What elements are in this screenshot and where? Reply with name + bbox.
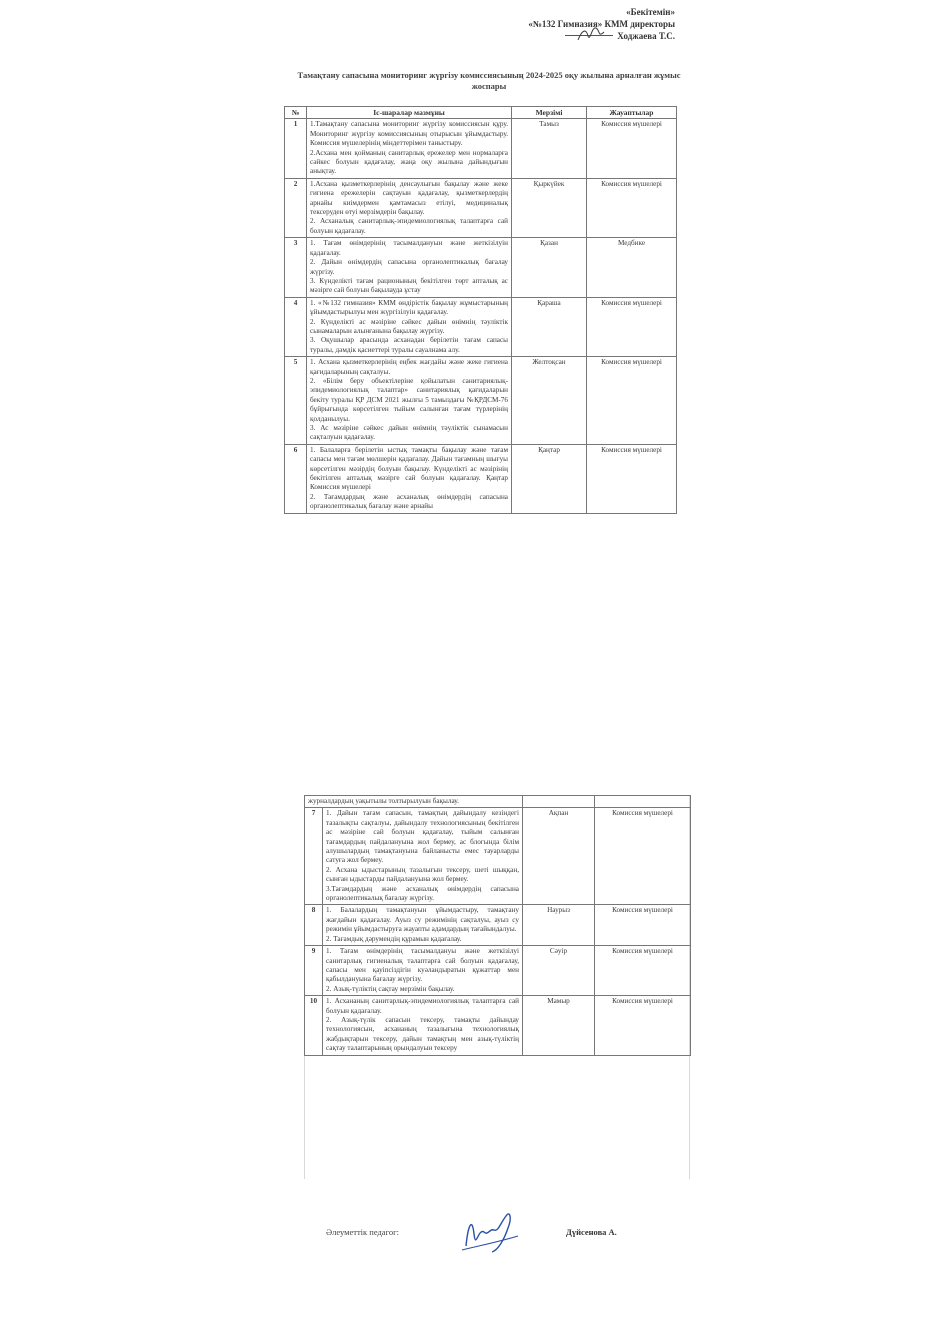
row-activity bbox=[307, 357, 512, 445]
footer-role: Әлеуметтік педагог: bbox=[326, 1227, 399, 1237]
row-number: 5 bbox=[285, 357, 307, 445]
activity-item: 3.Тағамдардың және асханалық өнімдердің сапасына органолептикалық бағалау жүргізу. bbox=[326, 884, 519, 903]
table-row bbox=[305, 996, 691, 1055]
activity-item: 1. Балалардың тамақтануын ұйымдастыру, тамақтану жағдайын қадағалау. Ауыз су режимінің сақталуы, ауыз су режимін ұйымдастыруға жауапты адамдардың тағайындалуы. bbox=[326, 906, 519, 934]
table-row bbox=[285, 444, 677, 513]
table-header-row bbox=[285, 107, 677, 119]
row-term: Қыркүйек bbox=[512, 178, 587, 237]
row-term: Тамыз bbox=[512, 119, 587, 178]
activity-item: 1. «№132 гимназия» КММ өндірістік бақылау жұмыстарының ұйымдастырылуы мен жүргізілуін қадағалау. bbox=[310, 298, 508, 317]
continuation-empty-responsible bbox=[595, 796, 691, 808]
plan-page-2 bbox=[304, 795, 690, 1179]
row-activity bbox=[307, 178, 512, 237]
row-responsible: Комиссия мүшелері bbox=[595, 808, 691, 905]
row-responsible: Комиссия мүшелері bbox=[587, 119, 677, 178]
continuation-empty-term bbox=[523, 796, 595, 808]
row-responsible: Комиссия мүшелері bbox=[595, 946, 691, 996]
activity-item: 1. Тағам өнімдерінің тасымалдануын және жеткізілуін қадағалау. bbox=[310, 239, 508, 257]
activity-item: 2. Асханалық санитарлық-эпидемиологиялық талаптарға сай болуын қадағалау. bbox=[310, 217, 508, 235]
activity-item: 2. Дайын өнімдердің сапасына органолептикалық бағалау жүргізу. bbox=[310, 258, 508, 276]
activity-item: 3. Оқушылар арасында асханадан берілетін тағам сапасы туралы, дәмдік қасиеттері туралы сауалнама алу. bbox=[310, 336, 508, 354]
table-row bbox=[285, 297, 677, 356]
header-activity: Іс-шаралар мазмұны bbox=[307, 107, 512, 119]
table-row bbox=[285, 238, 677, 297]
activity-item: 2. Асхана ыдыстарының тазалығын тексеру, шеті шыққан, сынған ыдыстарды пайдалануына жол бермеу. bbox=[326, 865, 519, 884]
plan-table-page-2 bbox=[304, 795, 691, 1056]
row-term: Мамыр bbox=[523, 996, 595, 1055]
row-responsible: Комиссия мүшелері bbox=[595, 996, 691, 1055]
row-number: 7 bbox=[305, 808, 323, 905]
row-term: Желтоқсан bbox=[512, 357, 587, 445]
row-responsible: Медбике bbox=[587, 238, 677, 297]
activity-item: 1. Асхана қызметкерлерінің еңбек жағдайы және жеке гигиена қағидаларының сақталуы. bbox=[310, 358, 508, 376]
row-number: 3 bbox=[285, 238, 307, 297]
table-row bbox=[305, 808, 691, 905]
plan-page-1 bbox=[284, 106, 676, 684]
row-term: Қазан bbox=[512, 238, 587, 297]
row-number: 1 bbox=[285, 119, 307, 178]
document-title: Тамақтану сапасына мониторинг жүргізу комиссиясының 2024-2025 оқу жылына арналған жұмыс жоспары bbox=[297, 70, 681, 91]
activity-item: 1. Тағам өнімдерінің тасымалдануы және жеткізілуі санитарлық гигиеналық талаптарға сай болуын қадағалау, сапасы мен қауіпсіздігін куәландыратын құжаттар мен қабылдануына бағалау жүргізу. bbox=[326, 947, 519, 984]
row-term: Ақпан bbox=[523, 808, 595, 905]
activity-item: 2. Азық-түліктің сақтау мерзімін бақылау. bbox=[326, 984, 455, 993]
activity-item: 1.Асхана қызметкерлерінің денсаулығын бақылау және жеке гигиена ережелерін сақтауын қадағалау, қызметкерлердің арнайы киімдермен қамтамасыз етілуі, медициналық тексеруден өтуі мерзімдерін бақылау. bbox=[310, 179, 508, 217]
activity-item: 3. Күнделікті тағам рационының бекітілген төрт апталық ас мәзірге сай болуын бақылауда ұстау bbox=[310, 276, 508, 295]
table-row bbox=[305, 905, 691, 946]
row-activity bbox=[307, 238, 512, 297]
row-responsible: Комиссия мүшелері bbox=[587, 178, 677, 237]
header-number: № bbox=[285, 107, 307, 119]
table-row bbox=[285, 119, 677, 178]
director-signature bbox=[576, 22, 606, 46]
approval-organization: «№132 Гимназия» КММ директоры bbox=[528, 19, 675, 29]
activity-item: 2. Тағамдардың және асханалық өнімдердің сапасына органолептикалық бағалау және арнайы bbox=[310, 492, 508, 511]
row-number: 10 bbox=[305, 996, 323, 1055]
table-row bbox=[285, 357, 677, 445]
row-number: 8 bbox=[305, 905, 323, 946]
row-responsible: Комиссия мүшелері bbox=[587, 444, 677, 513]
activity-item: 1.Тамақтану сапасына мониторинг жүргізу комиссиясын құру. Мониторинг жүргізу комиссиясының отырысын ұйымдастыру. Комиссия мүшелерінің міндеттерімен таныстыру. bbox=[310, 120, 508, 148]
row-activity bbox=[307, 444, 512, 513]
director-name: Ходжаева Т.С. bbox=[617, 31, 675, 41]
row-responsible: Комиссия мүшелері bbox=[595, 905, 691, 946]
row-responsible: Комиссия мүшелері bbox=[587, 357, 677, 445]
row-activity bbox=[307, 119, 512, 178]
header-responsible: Жауаптылар bbox=[587, 107, 677, 119]
row-number: 2 bbox=[285, 178, 307, 237]
row-term: Қараша bbox=[512, 297, 587, 356]
row-number: 6 bbox=[285, 444, 307, 513]
row-number: 4 bbox=[285, 297, 307, 356]
continuation-text: журналдардың уақытылы толтырылуын бақылау. bbox=[305, 796, 523, 808]
row-activity bbox=[323, 808, 523, 905]
activity-item: 2. Азық-түлік сапасын тексеру, тамақты дайындау технологиясын, асхананың тазалығына технологиялық жабдықтарын тексеру, дайын тамақтың мен азық-түліктің сақтау талаптарының орындалуын тексеру bbox=[326, 1015, 519, 1053]
row-term: Қаңтар bbox=[512, 444, 587, 513]
row-term: Сәуір bbox=[523, 946, 595, 996]
activity-item: 3. Ас мәзіріне сәйкес дайын өнімнің тәуліктік сынамасын сақталуын қадағалау. bbox=[310, 424, 508, 442]
activity-item: 2.Асхана мен қойманың санитарлық ережелер мен нормаларға сәйкес болуын қадағалау, жаңа оқу жылына дайындығын анықтау. bbox=[310, 148, 508, 176]
row-number: 9 bbox=[305, 946, 323, 996]
activity-item: 2. Күнделікті ас мәзіріне сәйкес дайын өнімнің тәуліктік сынамаларын алынғанына бақылау жүргізу. bbox=[310, 317, 508, 335]
activity-item: 2. Тағамдық дәрумендің құрамын қадағалау. bbox=[326, 934, 462, 943]
table-row-continuation bbox=[305, 796, 691, 808]
plan-table-page-1 bbox=[284, 106, 677, 514]
row-activity bbox=[323, 905, 523, 946]
activity-item: 2. «Білім беру объектілеріне қойылатын санитариялық-эпидемиологиялық талаптар» санитариялық қағидаларын бекіту туралы ҚР ДСМ 2021 жылғы 5 тамыздағы №ҚРДСМ-76 бұйрығында көрсетілген тыйым салынған тағам түрлерінің қолданылуы. bbox=[310, 376, 508, 423]
footer-name: Дүйсенова А. bbox=[566, 1227, 617, 1237]
row-term: Наурыз bbox=[523, 905, 595, 946]
social-pedagogue-signature bbox=[458, 1206, 524, 1256]
activity-item: 1. Асхананың санитарлық-эпидемиологиялық талаптарға сай болуын қадағалау. bbox=[326, 997, 519, 1015]
header-term: Мерзімі bbox=[512, 107, 587, 119]
row-activity bbox=[323, 996, 523, 1055]
activity-item: 1. Балаларға берілетін ыстық тамақты бақылау және тағам сапасы мен тағам мөлшерін қадағалау. Дайын тағамның шығуы көрсетілген мәзірдің болуын бақылау. Күнделікті ас мәзірінің бекітілген апталық мәзірге сай болуын қадағалау. Қаңтар Комиссия мүшелері bbox=[310, 445, 508, 492]
row-activity bbox=[323, 946, 523, 996]
approval-heading: «Бекітемін» bbox=[626, 7, 675, 17]
table-row bbox=[285, 178, 677, 237]
row-responsible: Комиссия мүшелері bbox=[587, 297, 677, 356]
row-activity bbox=[307, 297, 512, 356]
activity-item: 1. Дайын тағам сапасын, тамақтың дайындалу кезіндегі тазалықты сақталуы, дайындалу технологиясының бекітілген ас мәзіріне сай болуын қадағалау, тыйым салынған тағамдардың пайдалануына жол бермеу, ас блогында білім алушылардың тамақтануына байланысты емес тауарларды сатуға жол бермеу. bbox=[326, 809, 519, 865]
table-row bbox=[305, 946, 691, 996]
